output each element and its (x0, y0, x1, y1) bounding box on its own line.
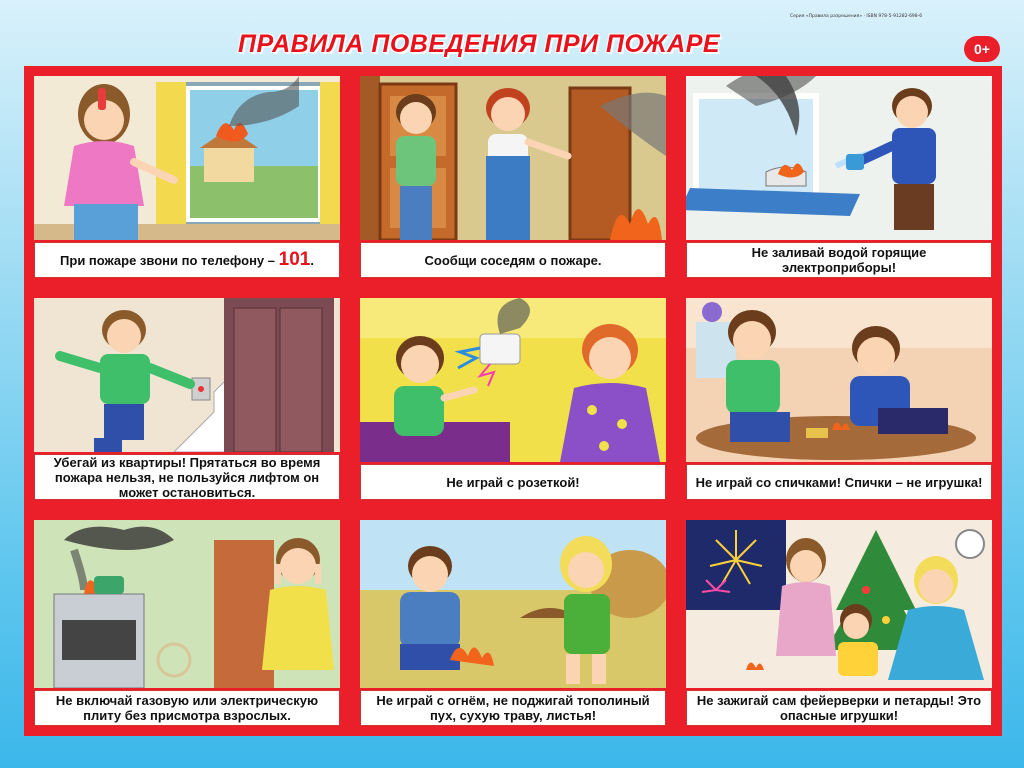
age-rating-badge: 0+ (964, 36, 1000, 62)
publisher-info: Серия «Правила разрешения» · ISBN 978-5-91282-698-6 (790, 14, 923, 19)
rule-caption-5: Не играй с розеткой! (360, 464, 666, 500)
rule-panel-4 (24, 288, 350, 510)
rule-caption-4: Убегай из квартиры! Прятаться во время пожара нельзя, не пользуйся лифтом он может остановиться. (34, 454, 340, 500)
children-field-icon (360, 520, 666, 688)
boy-elevator-icon (34, 298, 340, 452)
rule-panel-9 (676, 510, 1002, 736)
rule-panel-1 (24, 66, 350, 288)
rule-caption-7: Не включай газовую или электрическую плиту без присмотра взрослых. (34, 690, 340, 726)
rule-panel-8 (350, 510, 676, 736)
rule-panel-2 (350, 66, 676, 288)
rule-caption-3: Не заливай водой горящие электроприборы! (686, 242, 992, 278)
rule-panel-6 (676, 288, 1002, 510)
rule-panel-7 (24, 510, 350, 736)
children-fireworks-icon (686, 520, 992, 688)
rule-caption-2: Сообщи соседям о пожаре. (360, 242, 666, 278)
emergency-number: 101 (278, 249, 311, 270)
rule-panel-5 (350, 288, 676, 510)
children-socket-icon (360, 298, 666, 462)
rule-caption-8: Не играй с огнём, не поджигай тополиный пух, сухую траву, листья! (360, 690, 666, 726)
rule-panel-3 (676, 66, 1002, 288)
children-door-icon (360, 76, 666, 240)
rule-caption-9: Не зажигай сам фейерверки и петарды! Это опасные игрушки! (686, 690, 992, 726)
girl-phone-icon (34, 76, 340, 240)
boys-matches-icon (686, 298, 992, 462)
poster-title: ПРАВИЛА ПОВЕДЕНИЯ ПРИ ПОЖАРЕ (238, 30, 721, 58)
rule-caption-6: Не играй со спичками! Спички – не игрушка! (686, 464, 992, 500)
rule-caption-1: При пожаре звони по телефону – 101. (34, 242, 340, 278)
boy-iron-icon (686, 76, 992, 240)
girl-stove-icon (34, 520, 340, 688)
